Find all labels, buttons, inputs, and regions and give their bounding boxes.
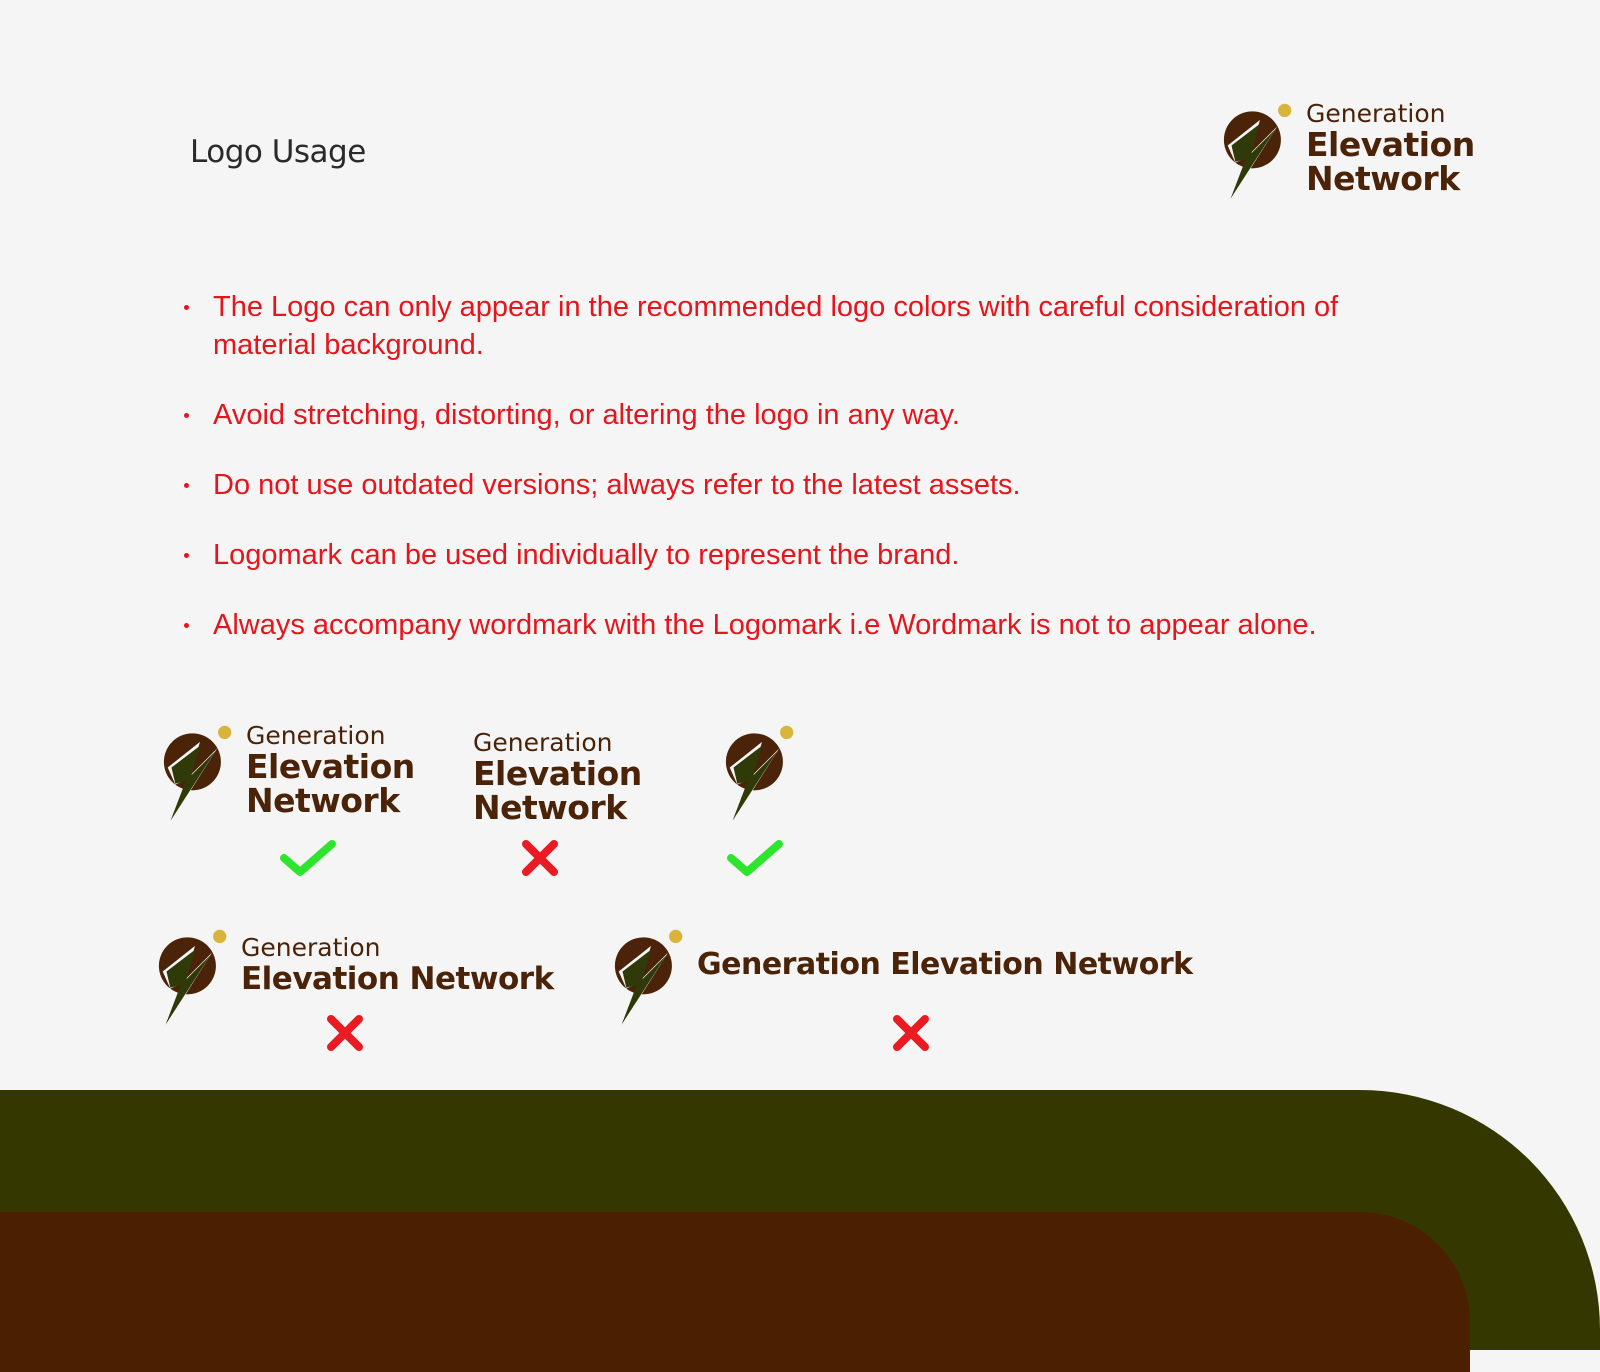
example-wordmark-alone: [473, 729, 642, 825]
header-logo: [1222, 100, 1482, 215]
page-title: Logo Usage: [190, 134, 366, 170]
logomark-icon: [1222, 100, 1298, 212]
rule-item: Logomark can be used individually to represent the brand.: [184, 536, 1444, 574]
wordmark-network: Network: [246, 781, 400, 820]
cross-icon: [891, 1013, 931, 1053]
cross-icon: [325, 1013, 365, 1053]
example-logomark-with-two-line-wordmark: [157, 926, 577, 1041]
wordmark: [241, 934, 554, 996]
wordmark-generation: Generation: [1306, 99, 1446, 128]
logomark-icon: [613, 926, 689, 1038]
rule-item: Avoid stretching, distorting, or altering the logo in any way.: [184, 396, 1444, 434]
logomark-icon: [157, 926, 233, 1038]
cross-icon: [520, 838, 560, 878]
check-icon: [727, 838, 783, 878]
footer-band-brown: [0, 1212, 1470, 1372]
wordmark-elevation: Elevation: [246, 747, 415, 786]
rule-item: Do not use outdated versions; always refer to the latest assets.: [184, 466, 1444, 504]
check-icon: [280, 838, 336, 878]
rule-item: The Logo can only appear in the recommended logo colors with careful consideration of material background.: [184, 288, 1444, 364]
logomark-icon: [162, 722, 238, 834]
example-logomark-with-single-line-wordmark: [613, 926, 1253, 1041]
example-logomark-alone: [724, 722, 804, 837]
example-logomark-with-stacked-wordmark: [162, 722, 422, 837]
rule-item: Always accompany wordmark with the Logomark i.e Wordmark is not to appear alone.: [184, 606, 1444, 644]
wordmark-elevation: Elevation: [1306, 125, 1475, 164]
wordmark-network: Network: [1306, 159, 1460, 198]
wordmark-network: Network: [473, 788, 627, 827]
logomark-icon: [724, 722, 800, 834]
wordmark-elevation-network: Elevation Network: [241, 961, 554, 997]
wordmark: [246, 722, 415, 818]
usage-rules-list: [184, 288, 1444, 676]
wordmark: [697, 948, 1193, 982]
wordmark-elevation: Elevation: [473, 754, 642, 793]
wordmark-single-line: Generation Elevation Network: [697, 947, 1193, 982]
wordmark-generation: Generation: [241, 933, 381, 962]
wordmark-generation: Generation: [246, 721, 386, 750]
wordmark: [1306, 100, 1475, 196]
wordmark-generation: Generation: [473, 728, 613, 757]
